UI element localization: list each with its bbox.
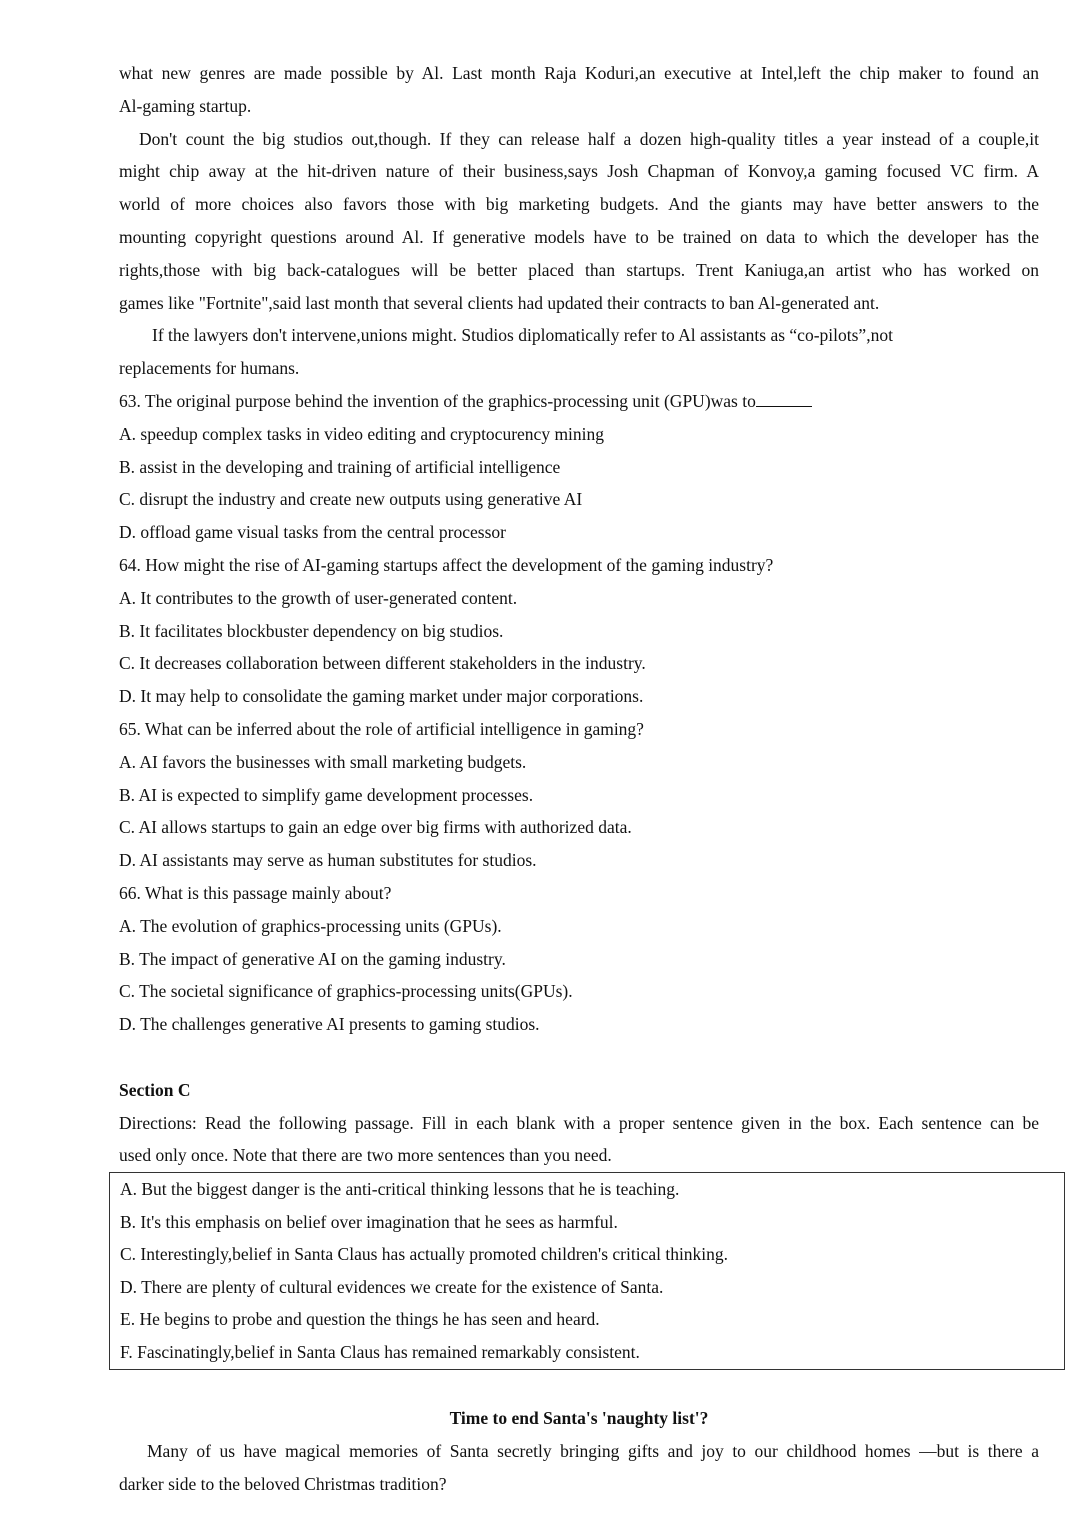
option-d: D. The challenges generative AI presents to gaming studios. [119,1014,540,1035]
directions-line: used only once. Note that there are two more sentences than you need. [119,1145,612,1166]
passage-line: what new genres are made possible by Al. Last month Raja Koduri,an executive at Intel,left the chip maker to found an [119,63,1039,83]
passage-title: Time to end Santa's 'naughty list'? [449,1408,709,1429]
passage-line: world of more choices also favors those with big marketing budgets. And the giants may have better answers to the [119,194,1039,215]
passage-line: replacements for humans. [119,358,300,379]
option-d: D. AI assistants may serve as human substitutes for studios. [119,850,537,871]
option-b: B. It facilitates blockbuster dependency on big studios. [119,620,504,641]
option-c: C. It decreases collaboration between different stakeholders in the industry. [119,653,646,674]
document-page [119,57,1039,1501]
box-option-a: A. But the biggest danger is the anti-critical thinking lessons that he is teaching. [120,1179,680,1200]
passage-line: Al-gaming startup. [119,95,252,116]
box-option-e: E. He begins to probe and question the things he has seen and heard. [120,1309,600,1330]
passage [119,57,1039,385]
option-a: A. It contributes to the growth of user-generated content. [119,587,518,608]
box-option-c: C. Interestingly,belief in Santa Claus has actually promoted children's critical thinking. [120,1244,729,1265]
option-c: C. AI allows startups to gain an edge over big firms with authorized data. [119,817,632,838]
passage-line: games like "Fortnite",said last month that several clients had updated their contracts to ban Al-generated ant. [119,292,880,313]
question-stem: 64. How might the rise of AI-gaming startups affect the development of the gaming industry? [119,554,774,575]
box-option-f: F. Fascinatingly,belief in Santa Claus has remained remarkably consistent. [120,1342,640,1363]
option-c: C. disrupt the industry and create new outputs using generative AI [119,489,583,510]
sentence-options-box [109,1172,1065,1370]
passage-line: rights,those with big back-catalogues will be better placed than startups. Trent Kaniuga,an artist who has worked on [119,259,1039,280]
passage-line: If the lawyers don't intervene,unions might. Studios diplomatically refer to Al assistants as “co-pilots”,not [152,325,893,346]
question-stem: 66. What is this passage mainly about? [119,882,392,903]
question-65 [119,713,1039,877]
option-b: B. The impact of generative AI on the gaming industry. [119,948,506,969]
question-63 [119,385,1039,549]
question-66 [119,877,1039,1041]
section-heading: Section C [119,1079,191,1100]
section-c [119,1074,1039,1501]
option-b: B. assist in the developing and training of artificial intelligence [119,456,561,477]
intro-line: Many of us have magical memories of Santa secretly bringing gifts and joy to our childhood homes —but is there a [147,1441,1039,1462]
passage-line: might chip away at the hit-driven nature of their business,says Josh Chapman of Konvoy,a gaming focused VC firm. A [119,161,1039,182]
question-stem: 63. The original purpose behind the invention of the graphics-processing unit (GPU)was to [119,385,1039,418]
spacer [119,1370,1039,1403]
box-option-d: D. There are plenty of cultural evidences we create for the existence of Santa. [120,1276,664,1297]
option-a: A. speedup complex tasks in video editing and cryptocurency mining [119,423,605,444]
directions-line: Directions: Read the following passage. Fill in each blank with a proper sentence given in the box. Each sentence can be [119,1112,1039,1133]
passage-line: Don't count the big studios out,though. If they can release half a dozen high-quality titles a year instead of a couple,it [139,128,1039,149]
question-stem: 65. What can be inferred about the role of artificial intelligence in gaming? [119,718,644,739]
passage-line: mounting copyright questions around Al. If generative models have to be trained on data to which the developer has the [119,226,1039,247]
option-d: D. It may help to consolidate the gaming market under major corporations. [119,686,644,707]
intro-line: darker side to the beloved Christmas tradition? [119,1474,447,1495]
option-b: B. AI is expected to simplify game development processes. [119,784,534,805]
option-d: D. offload game visual tasks from the central processor [119,522,506,543]
option-c: C. The societal significance of graphics-processing units(GPUs). [119,981,573,1002]
question-64 [119,549,1039,713]
box-option-b: B. It's this emphasis on belief over imagination that he sees as harmful. [120,1211,618,1232]
option-a: A. The evolution of graphics-processing units (GPUs). [119,915,502,936]
answer-blank [756,390,812,407]
option-a: A. AI favors the businesses with small marketing budgets. [119,751,527,772]
spacer [119,1041,1039,1074]
